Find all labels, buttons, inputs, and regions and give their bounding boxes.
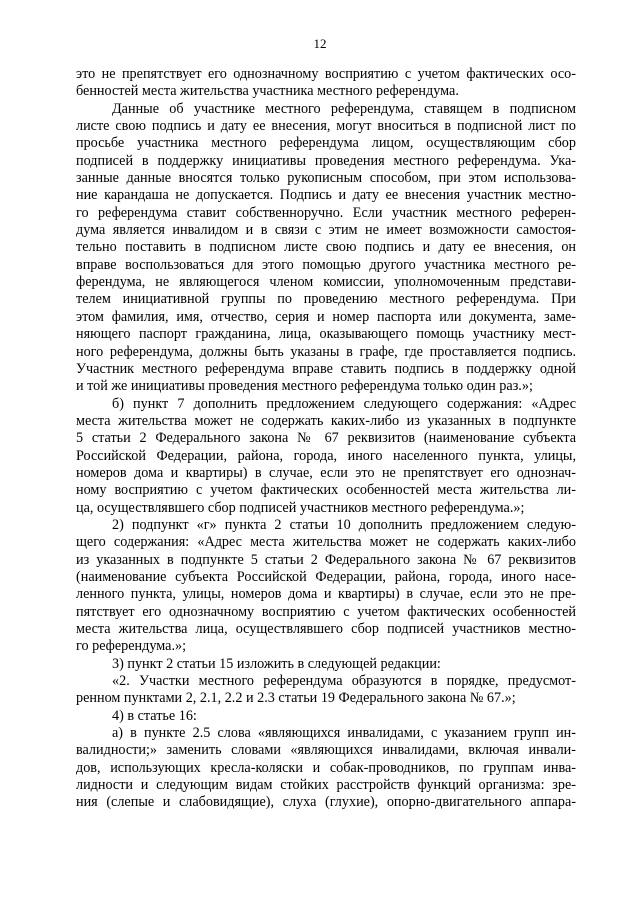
text-line: ца, осуществлявшего сбор подписей участников местного референдума.»; [76, 499, 525, 516]
text-line: и той же инициативы проведения местного референдума только один раз.»; [76, 378, 533, 395]
text-line: Участник местного референдума вправе ставить подпись в поддержку одной [76, 360, 576, 377]
text-line: места жительства может не содержать каких-либо из указанных в подпункте [76, 412, 576, 429]
text-line: бенностей места жительства участника местного референдума. [76, 83, 459, 100]
paragraph-first-line: а) в пункте 2.5 слова «являющихся инвалидами, с указанием групп ин- [112, 725, 576, 742]
text-line: щего содержания: «Адрес места жительства может не содержать каких-либо [76, 534, 576, 551]
text-line: ного референдума, должны быть указаны в графе, где проставляется подпись. [76, 343, 576, 360]
text-line: номеров дома и квартиры) в случае, если это не препятствует его однознач- [76, 464, 576, 481]
text-line: пятствует его однозначному восприятию с учетом фактических особенностей [76, 603, 576, 620]
text-line: го референдума.»; [76, 638, 187, 655]
text-line: лидности и следующим видам стойких расстройств функций организма: зре- [76, 777, 576, 794]
text-line: ферендума, не являющегося членом комиссии, уполномоченным представи- [76, 274, 576, 291]
text-line: подписей в поддержку инициативы проведения местного референдума. Ука- [76, 152, 576, 169]
document-body [76, 66, 576, 812]
text-line: листе свою подпись и дату ее внесения, могут вноситься в подписной лист по [76, 118, 576, 135]
paragraph-first-line: 4) в статье 16: [112, 707, 197, 724]
paragraph-first-line: 2) подпункт «г» пункта 2 статьи 10 дополнить предложением следую- [112, 516, 576, 533]
text-line: ренном пунктами 2, 2.1, 2.2 и 2.3 статьи 19 Федерального закона № 67.»; [76, 690, 516, 707]
text-line: это не препятствует его однозначному восприятию с учетом фактических осо- [76, 66, 576, 82]
text-line: ному восприятию с учетом фактических особенностей места жительства ли- [76, 482, 576, 499]
text-line: телем инициативной группы по проведению местного референдума. При [76, 291, 576, 308]
text-line: занные данные вносятся только рукописным способом, при этом использова- [76, 170, 576, 187]
paragraph-first-line: 3) пункт 2 статьи 15 изложить в следующей редакции: [112, 655, 441, 672]
paragraph-first-line: «2. Участки местного референдума образуются в порядке, предусмот- [112, 673, 576, 690]
text-line: дов, использующих кресла-коляски и собак-проводников, по группам инва- [76, 759, 576, 776]
text-line: ние карандаша не допускается. Подпись и дату ее внесения участник местно- [76, 187, 576, 204]
text-line: 5 статьи 2 Федерального закона № 67 реквизитов (наименование субъекта [76, 430, 576, 447]
text-line: этом фамилия, имя, отчество, серия и номер паспорта или документа, заме- [76, 308, 576, 325]
text-line: ленного пункта, улицы, номеров дома и квартиры) в случае, если это не пре- [76, 586, 576, 603]
text-line: Российской Федерации, района, города, иного населенного пункта, улицы, [76, 447, 576, 464]
text-line: ния (слепые и слабовидящие), слуха (глухие), опорно-двигательного аппара- [76, 794, 576, 811]
paragraph-first-line: Данные об участнике местного референдума, ставящем в подписном [112, 100, 576, 117]
paragraph-first-line: б) пункт 7 дополнить предложением следующего содержания: «Адрес [112, 395, 576, 412]
text-line: просьбе участника местного референдума лицом, осуществляющим сбор [76, 135, 576, 152]
text-line: няющего паспорт гражданина, лица, оказывающего помощь участнику мест- [76, 326, 576, 343]
text-line: тельно поставить в подписном листе свою подпись и дату ее внесения, он [76, 239, 576, 256]
text-line: из указанных в подпункте 5 статьи 2 Федерального закона № 67 реквизитов [76, 551, 576, 568]
text-line: дума является инвалидом и в связи с этим не имеет возможности самостоя- [76, 222, 576, 239]
text-line: вправе воспользоваться для этого помощью другого участника местного ре- [76, 256, 576, 273]
text-line: места жительства лица, осуществлявшего сбор подписей участников местно- [76, 621, 576, 637]
text-line: (наименование субъекта Российской Федерации, района, города, иного насе- [76, 568, 576, 585]
text-line: го референдума ставит собственноручно. Если участник местного референ- [76, 204, 576, 221]
page-number: 12 [313, 36, 327, 51]
text-line: валидности;» заменить словами «являющихся инвалидами, включая инвали- [76, 742, 576, 759]
